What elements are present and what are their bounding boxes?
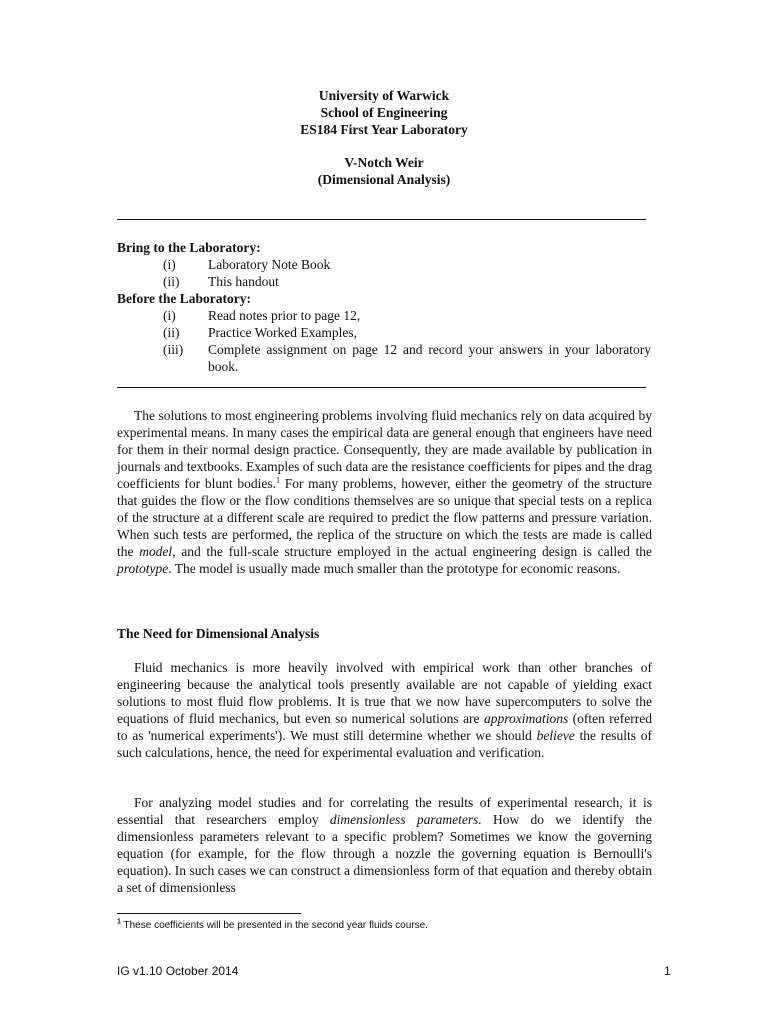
university-name: University of Warwick [318,88,450,103]
emphasis-text: approximations [483,711,569,726]
item-text: This handout [208,274,279,289]
item-text: Complete assignment on page 12 and record your answers in your laboratory book. [208,342,651,374]
bring-to-lab-section [117,239,653,290]
paragraph-text: the results of such calculations, hence, the need for experimental evaluation and verification. [117,728,652,760]
body-paragraph [117,794,652,896]
section-title: Bring to the Laboratory: [117,240,261,255]
paragraph-text: The solutions to most engineering problems involving fluid mechanics rely on data acquired by experimental means. In many cases the empirical data are general enough that engineers have need for them in their normal design practice. Consequently, they are made available by publication in journals and textbooks. Examples of such data are the resistance coefficients for pipes and the drag coefficients for blunt bodies. [117,408,652,491]
footnote-marker: 1 [275,475,280,485]
paragraph-text: For analyzing model studies and for correlating the results of experimental research, it is essential that researchers employ [117,795,652,827]
paragraph-text: Fluid mechanics is more heavily involved with empirical work than other branches of engineering because the analytical tools presently available are not capable of yielding exact solutions to most fluid flow problems. It is true that we now have supercomputers to solve the equations of fluid mechanics, but even so numerical solutions are [117,660,652,726]
item-number: (ii) [163,274,180,289]
paragraph-text: , and the full-scale structure employed in the actual engineering design is called the [172,544,653,559]
body-paragraph [117,407,652,577]
footnote-number: 1 [117,918,121,926]
item-number: (i) [163,308,176,323]
list-item [117,307,653,324]
emphasis-text: prototype [117,561,169,576]
before-lab-section [117,290,653,375]
item-number: (i) [163,257,176,272]
paragraph-text: For many problems, however, either the geometry of the structure that guides the flow or the flow conditions themselves are so unique that special tests on a replica of the structure at a different scale are required to predict the flow patterns and pressure variation. When such tests are performed, the replica of the structure on which the tests are made is called the [117,476,652,559]
footer-version: IG v1.10 October 2014 [117,964,239,978]
document-title: V-Notch Weir [344,155,424,170]
section-title: Before the Laboratory: [117,291,251,306]
emphasis-text: model [139,544,173,559]
footnote [117,919,428,933]
item-number: (ii) [163,325,180,340]
paragraph-text: . The model is usually made much smaller than the prototype for economic reasons. [168,561,621,576]
paragraph-text: How do we identify the dimensionless parameters relevant to a specific problem? Sometimes we know the governing equation (for example, for the flow through a nozzle the governing equation is Bernoulli's equation). In such cases we can construct a dimensionless form of that equation and thereby obtain a set of dimensionless [117,812,652,895]
document-header [0,87,768,138]
paragraph-text: (often referred to as 'numerical experiments'). We must still determine whether we should [117,711,652,743]
item-text: Laboratory Note Book [208,257,331,272]
footnote-text: These coefficients will be presented in the second year fluids course. [120,920,428,931]
document-title-block [0,154,768,188]
item-text: Read notes prior to page 12, [208,308,361,323]
school-name: School of Engineering [320,105,448,120]
list-item [117,341,653,375]
emphasis-text: believe [536,728,575,743]
document-subtitle: (Dimensional Analysis) [317,172,451,187]
horizontal-rule [117,387,646,388]
item-text: Practice Worked Examples, [208,325,357,340]
item-number: (iii) [163,342,184,357]
footnote-separator [117,913,301,914]
horizontal-rule [117,219,646,220]
course-name: ES184 First Year Laboratory [300,122,468,137]
body-paragraph [117,659,652,761]
list-item [117,273,653,290]
emphasis-text: dimensionless parameters. [329,812,482,827]
list-item [117,324,653,341]
list-item [117,256,653,273]
section-heading: The Need for Dimensional Analysis [117,626,320,641]
page-number: 1 [664,964,671,978]
